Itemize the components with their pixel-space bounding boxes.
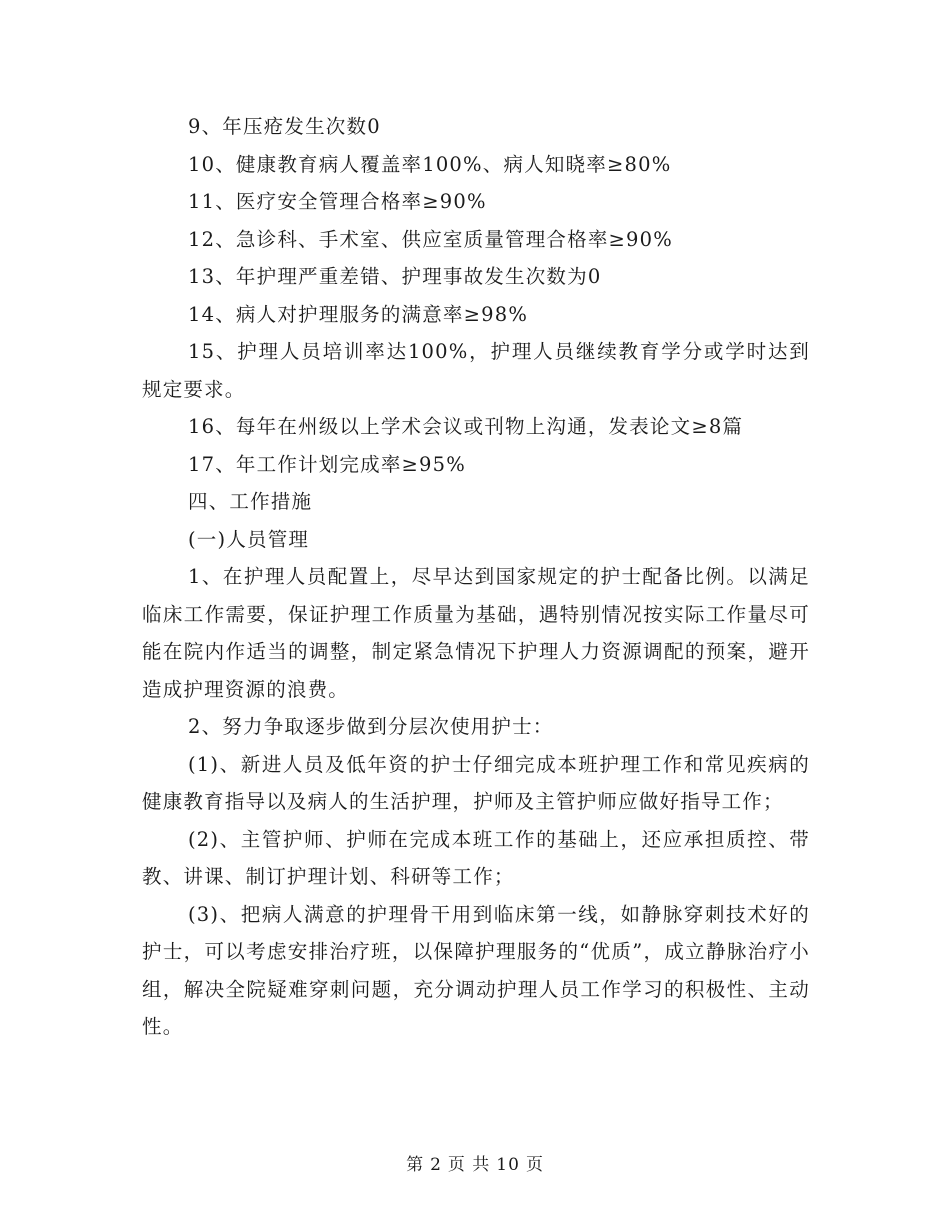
paragraph-item-16: 16、每年在州级以上学术会议或刊物上沟通，发表论文≥8篇 xyxy=(188,415,744,438)
subsection-heading-staff: (一)人员管理 xyxy=(188,527,310,551)
paragraph-tiered-use: 2、努力争取逐步做到分层次使用护士： xyxy=(188,715,554,738)
paragraph-item-12: 12、急诊科、手术室、供应室质量管理合格率≥90% xyxy=(188,227,673,251)
page-footer xyxy=(0,1150,950,1175)
footer-page-number: 2 xyxy=(430,1155,442,1175)
paragraph-sub-1: (1)、新进人员及低年资的护士仔细完成本班护理工作和常见疾病的健康教育指导以及病人的生活护理，护师及主管护师应做好指导工作； xyxy=(142,752,810,813)
paragraph-item-15: 15、护理人员培训率达100%，护理人员继续教育学分或学时达到规定要求。 xyxy=(142,340,810,401)
paragraph-item-11: 11、医疗安全管理合格率≥90% xyxy=(188,190,487,213)
paragraph-sub-3: (3)、把病人满意的护理骨干用到临床第一线，如静脉穿刺技术好的护士，可以考虑安排治疗班，以保障护理服务的“优质”，成立静脉治疗小组，解决全院疑难穿刺问题，充分调动护理人员工作学习的积极性、主动性。 xyxy=(142,902,810,1038)
paragraph-staffing: 1、在护理人员配置上，尽早达到国家规定的护士配备比例。以满足临床工作需要，保证护理工作质量为基础，遇特别情况按实际工作量尽可能在院内作适当的调整，制定紧急情况下护理人力资源调配的预案，避开造成护理资源的浪费。 xyxy=(142,565,810,701)
footer-prefix: 第 xyxy=(406,1155,425,1175)
paragraph-item-14: 14、病人对护理服务的满意率≥98% xyxy=(188,302,529,326)
paragraph-item-9: 9、年压疮发生次数0 xyxy=(188,115,381,138)
footer-suffix: 页 xyxy=(525,1155,544,1175)
paragraph-sub-2: (2)、主管护师、护师在完成本班工作的基础上，还应承担质控、带教、讲课、制订护理计划、科研等工作； xyxy=(142,827,810,888)
paragraph-item-17: 17、年工作计划完成率≥95% xyxy=(188,452,466,476)
section-heading-measures: 四、工作措施 xyxy=(188,490,313,513)
footer-middle: 页 共 xyxy=(447,1155,491,1175)
paragraph-item-10: 10、健康教育病人覆盖率100%、病人知晓率≥80% xyxy=(188,152,672,176)
document-body xyxy=(142,108,810,1046)
footer-total-pages: 10 xyxy=(496,1155,520,1175)
paragraph-item-13: 13、年护理严重差错、护理事故发生次数为0 xyxy=(188,265,602,288)
